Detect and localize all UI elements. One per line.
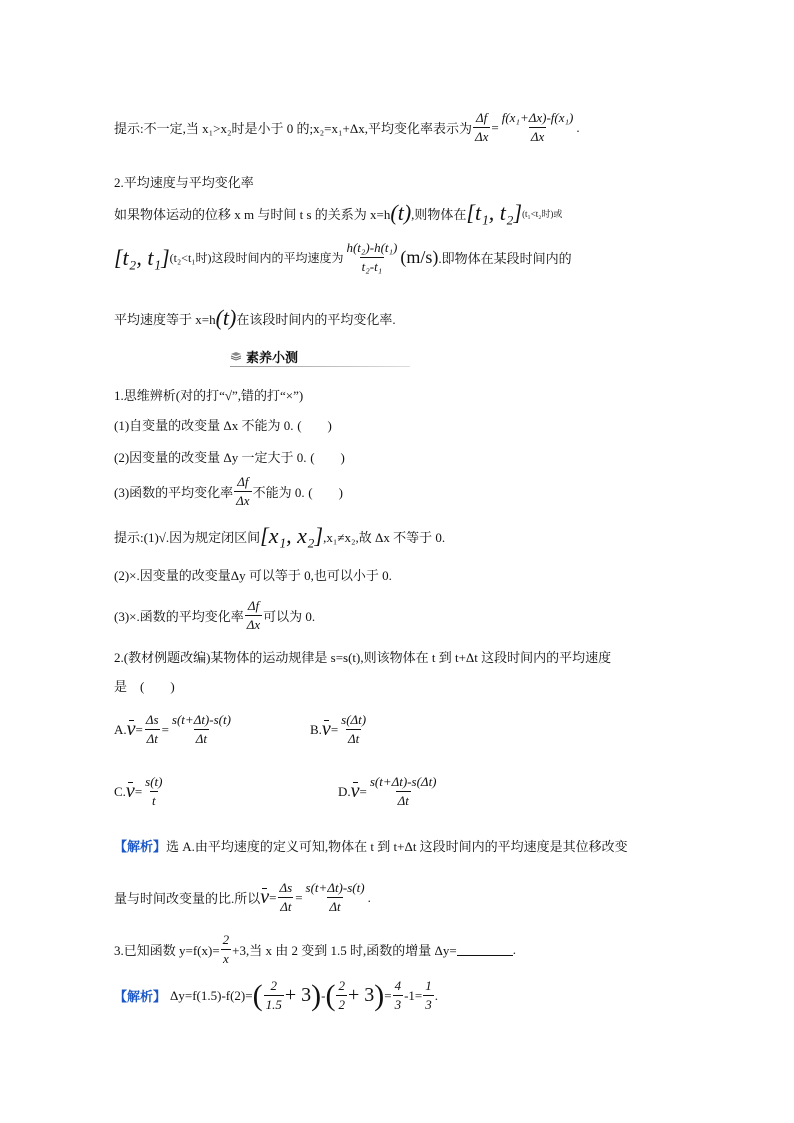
fraction-difference-quotient: $\frac{\text{f(x₁+Δx)-f(x₁)}}{\Delta x}$	[501, 110, 574, 144]
solution-tag: 【解析】	[114, 989, 167, 1004]
q1-item-2: (2)因变量的改变量 Δy 一定大于 0. ( )	[114, 447, 349, 466]
q1-hint-1: 提示:(1)√.因为规定闭区间 [x₁, x₂] ,x₁≠x₂,故 Δx 不等于 0.	[114, 523, 446, 548]
q1-hint-3: (3)×.函数的平均变化率 $\frac{\Delta f}{\Delta x}$ 可以为 0.	[114, 598, 316, 632]
q1-item-1: (1)自变量的改变量 Δx 不能为 0. ( )	[114, 415, 336, 434]
fraction-df-dx: $\frac{\Delta f}{\Delta x}$	[474, 110, 489, 144]
q2-solution-1: 【解析】 选 A.由平均速度的定义可知,物体在 t 到 t+Δt 这段时间内的平均速度是其位移改变	[114, 836, 628, 855]
hint-text: 提示:不一定,当 x₁>x₂时是小于 0 的;x₂=x₁+Δx,平均变化率表示为	[114, 121, 472, 136]
hint-line-1: 提示:不一定,当 x₁>x₂时是小于 0 的;x₂=x₁+Δx,平均变化率表示为 $\frac{\Delta f}{\Delta x}$ = $\frac{\text{f(x₁+Δx)-f(x₁)}}{\Delta x}$ .	[114, 110, 580, 144]
q1-hint-2: (2)×.因变量的改变量Δy 可以等于 0,也可以小于 0.	[114, 568, 392, 583]
q2-solution-2: 量与时间改变量的比.所以 v = $\frac{\Delta s}{\Delta t}$ = $\frac{s(t+\Delta t)-s(t)}{\Delta t}$ .	[114, 880, 371, 914]
q3-solution: 【解析】 Δy=f(1.5)-f(2)= ( $\frac{2}{1.5}$ + 3 ) - ( $\frac{2}{2}$ + 3 ) = $\frac{4}{3}$ -1= $\frac{1}{3}$ .	[114, 978, 439, 1012]
paragraph-line-3: 平均速度等于 x=h (t) 在该段时间内的平均变化率.	[114, 305, 396, 330]
q2-stem-2: 是 ( )	[114, 679, 175, 694]
paragraph-line-1: 如果物体运动的位移 x m 与时间 t s 的关系为 x=h (t) ,则物体在 [t₁, t₂] (t₁<t₂时)或	[114, 200, 563, 225]
answer-blank: ( )	[297, 418, 332, 433]
q1-title: 1.思维辨析(对的打“√”,错的打“×”)	[114, 388, 304, 403]
q2-option-b: B. v = $\frac{s(\Delta t)}{\Delta t}$	[310, 712, 367, 746]
section-2-title: 2.平均速度与平均变化率	[114, 175, 254, 190]
paragraph-line-2: [t₂, t₁] (t₂<t₁时)这段时间内的平均速度为 $\frac{\text{h(t₂)-h(t₁)}}{\text{t₂-t₁}}$ (m/s) .即物体在某段时间内的	[114, 240, 572, 274]
q2-option-d: D. v = $\frac{s(t+\Delta t)-s(\Delta t)}{\Delta t}$	[338, 774, 437, 808]
section-header	[230, 348, 410, 364]
q3-stem: 3.已知函数 y=f(x)= $\frac{2}{x}$ +3,当 x 由 2 变到 1.5 时,函数的增量 Δy= .	[114, 932, 516, 966]
answer-blank[interactable]	[457, 943, 513, 956]
book-stack-icon	[230, 350, 242, 362]
solution-tag: 【解析】	[114, 839, 167, 854]
q2-option-a: A. v = $\frac{\Delta s}{\Delta t}$ = $\frac{s(t+\Delta t)-s(t)}{\Delta t}$	[114, 712, 231, 746]
answer-blank: ( )	[308, 485, 343, 500]
q2-option-c: C. v = $\frac{s(t)}{t}$	[114, 774, 163, 808]
fraction-average-velocity: $\frac{\text{h(t₂)-h(t₁)}}{\text{t₂-t₁}}$	[346, 240, 398, 274]
section-rule	[230, 366, 410, 367]
q2-stem-1: 2.(教材例题改编)某物体的运动规律是 s=s(t),则该物体在 t 到 t+Δt 这段时间内的平均速度	[114, 650, 612, 665]
q1-item-3: (3)函数的平均变化率 $\frac{\Delta f}{\Delta x}$ 不能为 0. ( )	[114, 474, 347, 509]
answer-blank: ( )	[310, 450, 345, 465]
section-title: 素养小测	[246, 350, 299, 366]
